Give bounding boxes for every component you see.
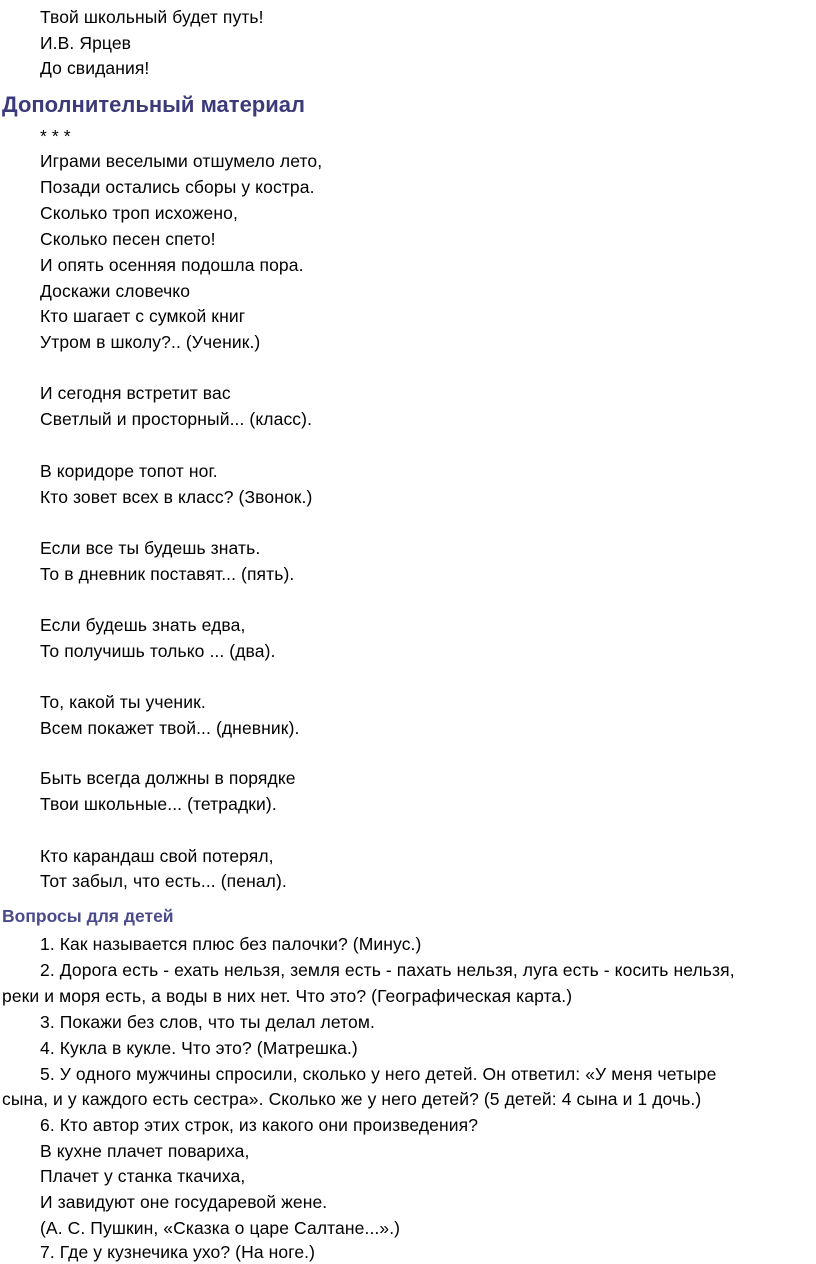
riddle-line: Кто зовет всех в класс? (Звонок.) <box>40 487 313 507</box>
poem-line: И опять осенняя подошла пора. <box>40 255 304 275</box>
poem-line: Сколько песен спето! <box>40 229 216 249</box>
riddle-line: Если все ты будешь знать. <box>40 538 261 558</box>
question-6: 6. Кто автор этих строк, из какого они произведения? <box>40 1115 479 1135</box>
quote-attribution: (А. С. Пушкин, «Сказка о царе Салтане...».) <box>40 1218 401 1238</box>
riddle-line: Тот забыл, что есть... (пенал). <box>40 871 287 891</box>
riddle-line: Всем покажет твой... (дневник). <box>40 718 300 738</box>
poem-line: Кто шагает с сумкой книг <box>40 306 246 326</box>
question-1: 1. Как называется плюс без палочки? (Минус.) <box>40 934 422 954</box>
riddle-line: То в дневник поставят... (пять). <box>40 564 295 584</box>
poem-line: Сколько троп исхожено, <box>40 203 238 223</box>
question-5-line-2: сына, и у каждого есть сестра». Сколько же у него детей? (5 детей: 4 сына и 1 дочь.) <box>2 1089 702 1109</box>
riddle-line: То, какой ты ученик. <box>40 692 206 712</box>
poem-line: Доскажи словечко <box>40 281 191 301</box>
question-7: 7. Где у кузнечика ухо? (На ноге.) <box>40 1242 316 1262</box>
riddle-line: Быть всегда должны в порядке <box>40 768 296 788</box>
riddle-line: В коридоре топот ног. <box>40 461 218 481</box>
poem-line: Позади остались сборы у костра. <box>40 177 315 197</box>
poem-line: Играми веселыми отшумело лето, <box>40 151 323 171</box>
quote-line: Плачет у станка ткачиха, <box>40 1166 246 1186</box>
quote-line: И завидуют оне государевой жене. <box>40 1192 328 1212</box>
question-5-line-1: 5. У одного мужчины спросили, сколько у него детей. Он ответил: «У меня четыре <box>40 1064 717 1084</box>
section-heading-questions: Вопросы для детей <box>2 906 174 926</box>
riddle-line: То получишь только ... (два). <box>40 641 276 661</box>
intro-line: Твой школьный будет путь! <box>40 7 264 27</box>
question-4: 4. Кукла в кукле. Что это? (Матрешка.) <box>40 1038 358 1058</box>
quote-line: В кухне плачет повариха, <box>40 1141 250 1161</box>
intro-author: И.В. Ярцев <box>40 33 132 53</box>
riddle-line: Твои школьные... (тетрадки). <box>40 794 277 814</box>
riddle-line: Кто карандаш свой потерял, <box>40 846 274 866</box>
question-2-line-1: 2. Дорога есть - ехать нельзя, земля есть - пахать нельзя, луга есть - косить нельзя, <box>40 960 735 980</box>
question-2-line-2: реки и моря есть, а воды в них нет. Что это? (Географическая карта.) <box>2 986 573 1006</box>
riddle-line: Светлый и просторный... (класс). <box>40 409 313 429</box>
riddle-line: И сегодня встретит вас <box>40 383 231 403</box>
riddle-line: Если будешь знать едва, <box>40 615 246 635</box>
question-3: 3. Покажи без слов, что ты делал летом. <box>40 1012 375 1032</box>
stars-separator: * * * <box>40 126 71 146</box>
intro-farewell: До свидания! <box>40 58 150 78</box>
section-heading-extra: Дополнительный материал <box>2 92 305 117</box>
poem-line: Утром в школу?.. (Ученик.) <box>40 332 261 352</box>
